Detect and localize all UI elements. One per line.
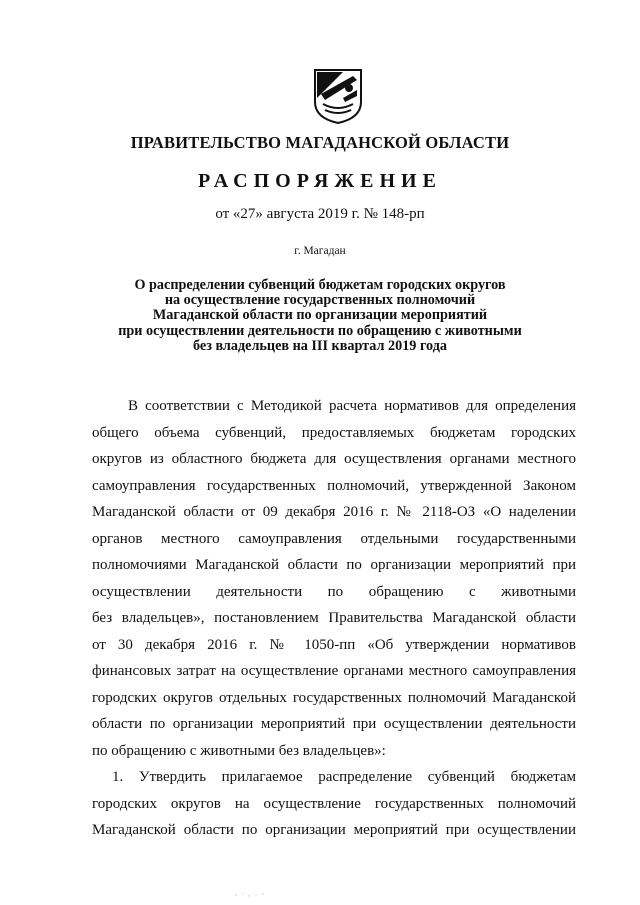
scan-artifact-icon [232, 892, 272, 898]
document-type: РАСПОРЯЖЕНИЕ [198, 170, 442, 192]
body-line: органов местного самоуправления отдельными государственными [92, 530, 576, 547]
body-line: В соответствии с Методикой расчета нормативов для определения [128, 398, 576, 414]
coat-of-arms-icon [313, 68, 363, 124]
body-line: осуществлении деятельности по обращению с животными [92, 583, 576, 600]
organization-name: ПРАВИТЕЛЬСТВО МАГАДАНСКОЙ ОБЛАСТИ [130, 133, 510, 152]
body-line: округов из областного бюджета для осуществления органами местного [92, 451, 576, 467]
body-line: полномочиями Магаданской области по организации мероприятий при [92, 557, 576, 573]
document-date-number: от «27» августа 2019 г. № 148-рп [215, 206, 425, 222]
title-line: без владельцев на III квартал 2019 года [193, 337, 447, 354]
document-title [60, 278, 580, 354]
body-line: 1. Утвердить прилагаемое распределение субвенций бюджетам [112, 769, 576, 785]
body-line: городских округов на осуществление государственных полномочий [92, 795, 576, 812]
body-line: Магаданской области от 09 декабря 2016 г. № 2118-ОЗ «О наделении [92, 504, 576, 520]
body-line: от 30 декабря 2016 г. № 1050-пп «Об утверждении нормативов [92, 636, 576, 653]
body-line: самоуправления государственных полномочий, утвержденной Законом [92, 477, 576, 494]
body-line: общего объема субвенций, предоставляемых бюджетам городских [92, 424, 576, 441]
document-body [92, 393, 576, 844]
body-line: городских округов отдельных государственных полномочий Магаданской [92, 689, 576, 706]
title-line: на осуществление государственных полномочий [164, 292, 476, 309]
title-line: Магаданской области по организации мероприятий [152, 307, 488, 324]
city-name: г. Магадан [294, 245, 346, 257]
body-line: Магаданской области по организации мероприятий при осуществлении [92, 822, 576, 838]
title-line: при осуществлении деятельности по обращению с животными [118, 322, 522, 339]
body-line: области по организации мероприятий при осуществлении деятельности [92, 716, 576, 732]
body-line: по обращению с животными без владельцев»: [92, 742, 386, 759]
title-line: О распределении субвенций бюджетам городских округов [134, 277, 506, 293]
body-line: финансовых затрат на осуществление органами местного самоуправления [92, 663, 576, 679]
body-line: без владельцев», постановлением Правительства Магаданской области [92, 610, 576, 626]
